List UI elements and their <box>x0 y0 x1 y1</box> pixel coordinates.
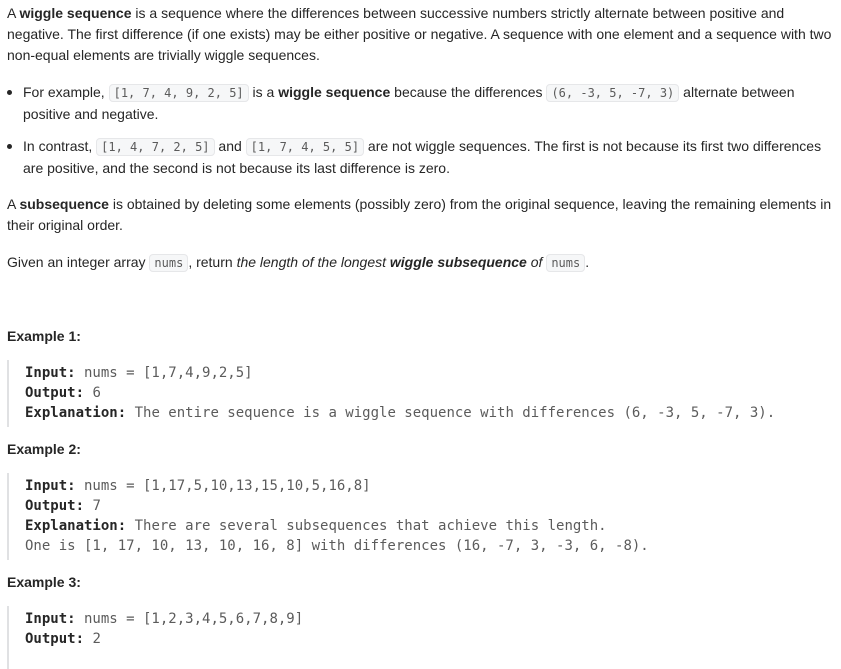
input-value: nums = [1,2,3,4,5,6,7,8,9] <box>75 611 304 627</box>
task-paragraph <box>7 252 837 274</box>
example-2-block <box>7 473 649 560</box>
text: In contrast, <box>23 138 97 154</box>
example-3-block <box>7 606 303 669</box>
bullet-item <box>7 82 833 125</box>
example-3-title: Example 3: <box>7 574 81 590</box>
bullet-item <box>7 136 833 179</box>
output-value: 2 <box>84 631 101 647</box>
bullet-dot <box>7 144 12 149</box>
text: of <box>526 254 547 270</box>
inline-code: nums <box>546 254 585 272</box>
input-label: Input: <box>25 365 76 381</box>
input-label: Input: <box>25 611 76 627</box>
intro-paragraph <box>7 3 837 66</box>
explanation-label: Explanation: <box>25 518 127 534</box>
text: is a sequence where the differences between successive numbers strictly alternate between positive and negative. The first difference (if one exists) may be either positive or negative. A sequence with one element and a sequence with two non-equal elements are trivially wiggle sequences. <box>7 5 832 63</box>
term-subsequence: subsequence <box>19 196 109 212</box>
example-1-block <box>7 360 775 427</box>
input-value: nums = [1,7,4,9,2,5] <box>75 365 253 381</box>
inline-code: [1, 7, 4, 9, 2, 5] <box>109 84 249 102</box>
output-label: Output: <box>25 498 85 514</box>
explanation-text: One is [1, 17, 10, 13, 10, 16, 8] with differences (16, -7, 3, -3, 6, -8). <box>25 538 649 554</box>
output-value: 6 <box>84 385 101 401</box>
text: are not wiggle sequences. The first is not because its first two differences are positive, and the second is not because its last difference is zero. <box>23 138 822 176</box>
inline-code: (6, -3, 5, -7, 3) <box>546 84 679 102</box>
text: . <box>585 254 590 270</box>
inline-code: nums <box>149 254 188 272</box>
subsequence-paragraph <box>7 194 837 236</box>
text: and <box>214 138 246 154</box>
text: because the differences <box>390 84 547 100</box>
inline-code: [1, 7, 4, 5, 5] <box>246 138 364 156</box>
output-label: Output: <box>25 385 85 401</box>
term-wiggle-sequence: wiggle sequence <box>19 5 132 21</box>
explanation-text: There are several subsequences that achieve this length. <box>126 518 607 534</box>
input-value: nums = [1,17,5,10,13,15,10,5,16,8] <box>75 478 371 494</box>
text: Given an integer array <box>7 254 150 270</box>
input-label: Input: <box>25 478 76 494</box>
text: A <box>7 196 20 212</box>
bullet-dot <box>7 90 12 95</box>
text: alternate between positive and negative. <box>23 84 795 122</box>
term-wiggle-subsequence: wiggle subsequence <box>389 254 527 270</box>
explanation-text: The entire sequence is a wiggle sequence with differences (6, -3, 5, -7, 3). <box>126 405 776 421</box>
text: the length of the longest <box>236 254 390 270</box>
explanation-label: Explanation: <box>25 405 127 421</box>
text: , return <box>188 254 237 270</box>
text: is obtained by deleting some elements (possibly zero) from the original sequence, leaving the remaining elements in their original order. <box>7 196 832 233</box>
bold-term: wiggle sequence <box>278 84 391 100</box>
text: For example, <box>23 84 109 100</box>
example-2-title: Example 2: <box>7 441 81 457</box>
output-label: Output: <box>25 631 85 647</box>
text: A <box>7 5 20 21</box>
text: is a <box>248 84 279 100</box>
inline-code: [1, 4, 7, 2, 5] <box>96 138 214 156</box>
italic-text <box>237 254 547 270</box>
output-value: 7 <box>84 498 101 514</box>
example-1-title: Example 1: <box>7 328 81 344</box>
